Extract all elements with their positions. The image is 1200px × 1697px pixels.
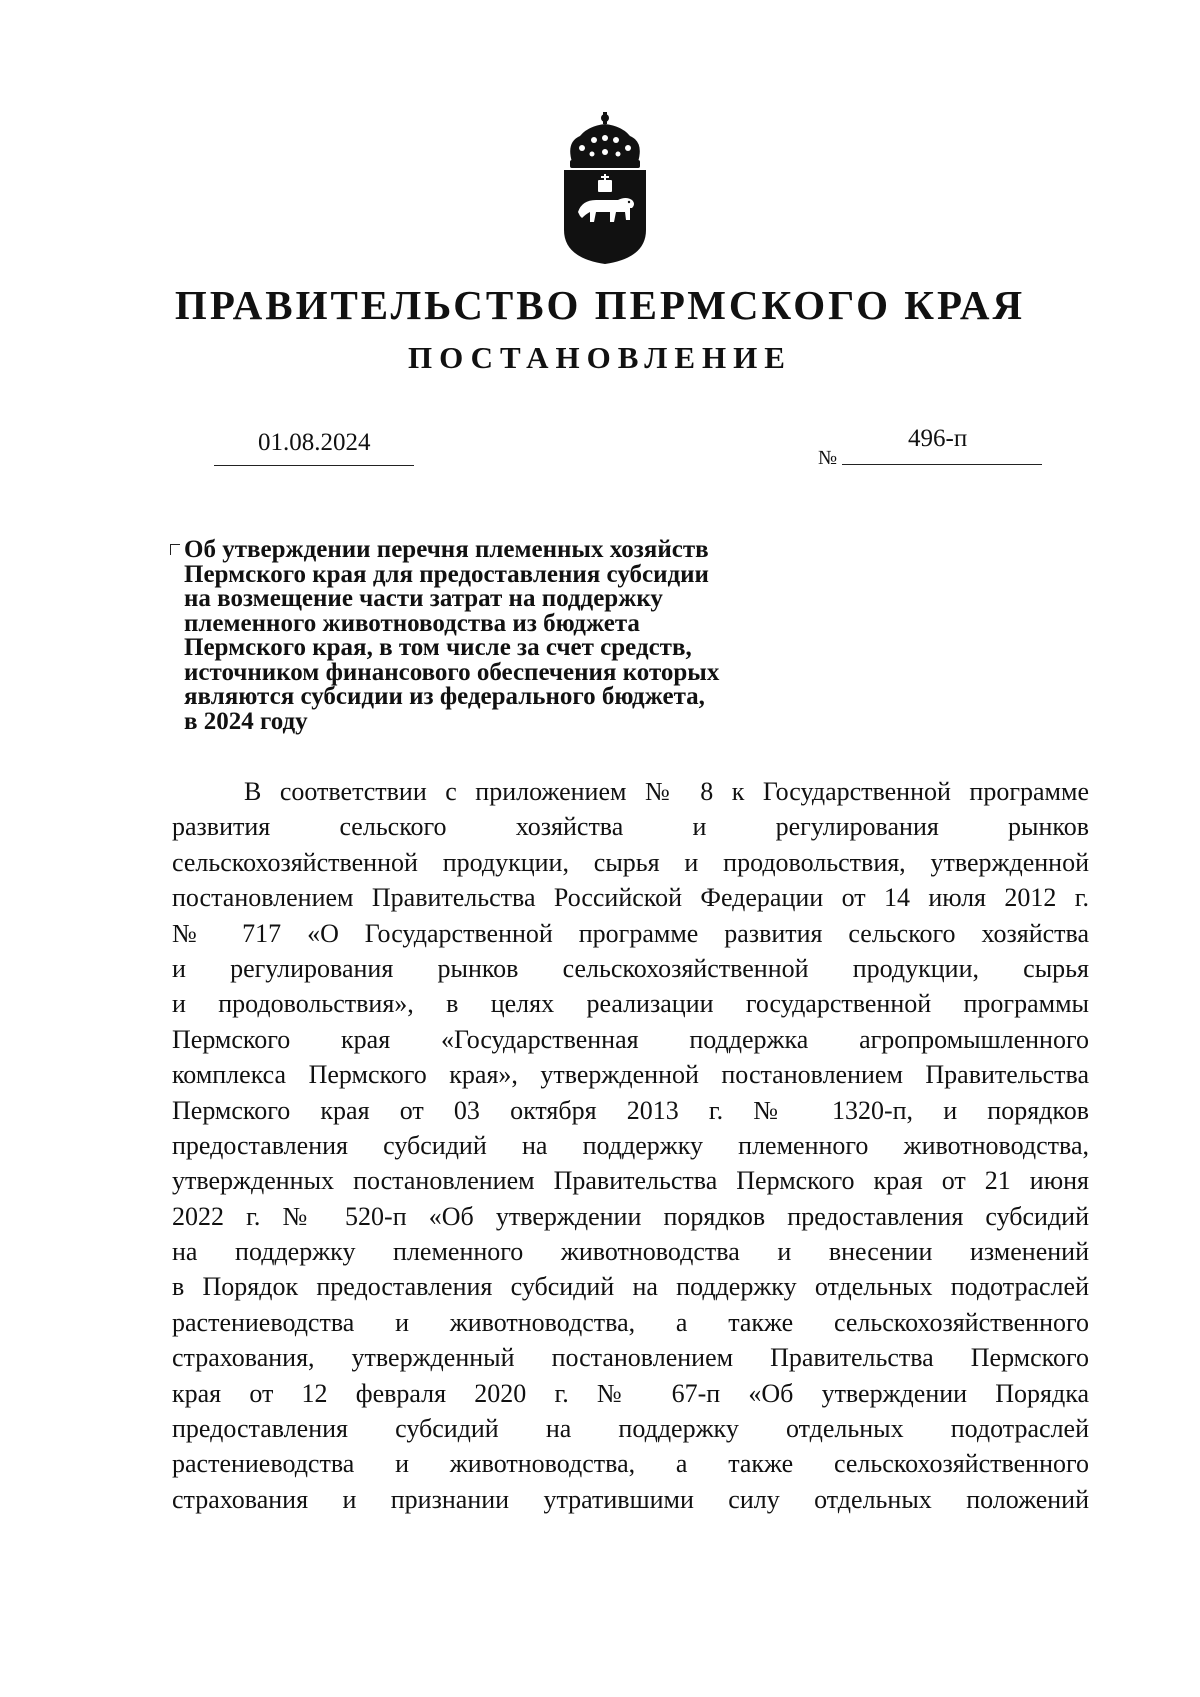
body-line: Пермского края «Государственная поддержка агропромышленного (172, 1024, 1089, 1054)
body-line: № 717 «О Государственной программе развития сельского хозяйства (172, 918, 1089, 948)
body-line: Пермского края от 03 октября 2013 г. № 1320-п, и порядков (172, 1095, 1089, 1125)
subject-corner-mark (170, 544, 180, 555)
body-line: растениеводства и животноводства, а также сельскохозяйственного (172, 1449, 1089, 1479)
body-line: 2022 г. № 520-п «Об утверждении порядков предоставления субсидий (172, 1201, 1089, 1231)
body-line: развития сельского хозяйства и регулирования рынков (172, 812, 1089, 842)
coat-of-arms-icon (552, 112, 658, 264)
subject-line: на возмещение части затрат на поддержку (184, 585, 663, 612)
body-line: края от 12 февраля 2020 г. № 67-п «Об утверждении Порядка (172, 1378, 1089, 1408)
document-date: 01.08.2024 (258, 429, 371, 456)
subject-line: являются субсидии из федерального бюджета, (184, 683, 705, 710)
subject-line: Пермского края, в том числе за счет средств, (184, 634, 692, 661)
document-type: ПОСТАНОВЛЕНИЕ (408, 340, 792, 375)
subject-line: Об утверждении перечня племенных хозяйств (184, 536, 709, 563)
number-label: № (818, 447, 838, 469)
body-line: утвержденных постановлением Правительства Пермского края от 21 июня (172, 1166, 1089, 1196)
body-line: растениеводства и животноводства, а также сельскохозяйственного (172, 1307, 1089, 1337)
subject-line: источником финансового обеспечения которых (184, 658, 720, 686)
document-number: 496-п (908, 425, 968, 452)
document-subject (184, 538, 824, 734)
body-line: сельскохозяйственной продукции, сырья и продовольствия, утвержденной (172, 847, 1089, 877)
subject-line: Пермского края для предоставления субсидии (184, 560, 709, 588)
body-line: комплекса Пермского края», утвержденной постановлением Правительства (172, 1060, 1089, 1090)
document-body (172, 774, 1089, 1517)
body-line: постановлением Правительства Российской Федерации от 14 июля 2012 г. (172, 883, 1089, 913)
body-line: страхования, утвержденный постановлением Правительства Пермского (172, 1343, 1089, 1373)
body-line: предоставления субсидий на поддержку отдельных подотраслей (172, 1414, 1089, 1444)
date-underline (214, 465, 414, 466)
subject-line: в 2024 году (184, 707, 308, 735)
body-line: в Порядок предоставления субсидий на поддержку отдельных подотраслей (172, 1272, 1089, 1302)
body-line: предоставления субсидий на поддержку племенного животноводства, (172, 1130, 1089, 1160)
number-underline (842, 464, 1042, 465)
body-line: страхования и признании утратившими силу отдельных положений (172, 1484, 1089, 1514)
body-line: и продовольствия», в целях реализации государственной программы (172, 989, 1089, 1019)
subject-line: племенного животноводства из бюджета (184, 609, 640, 637)
body-line: и регулирования рынков сельскохозяйственной продукции, сырья (172, 953, 1089, 983)
body-line: В соответствии с приложением № 8 к Государственной программе (244, 777, 1089, 806)
government-name: ПРАВИТЕЛЬСТВО ПЕРМСКОГО КРАЯ (174, 282, 1026, 328)
body-line: на поддержку племенного животноводства и внесении изменений (172, 1237, 1089, 1267)
